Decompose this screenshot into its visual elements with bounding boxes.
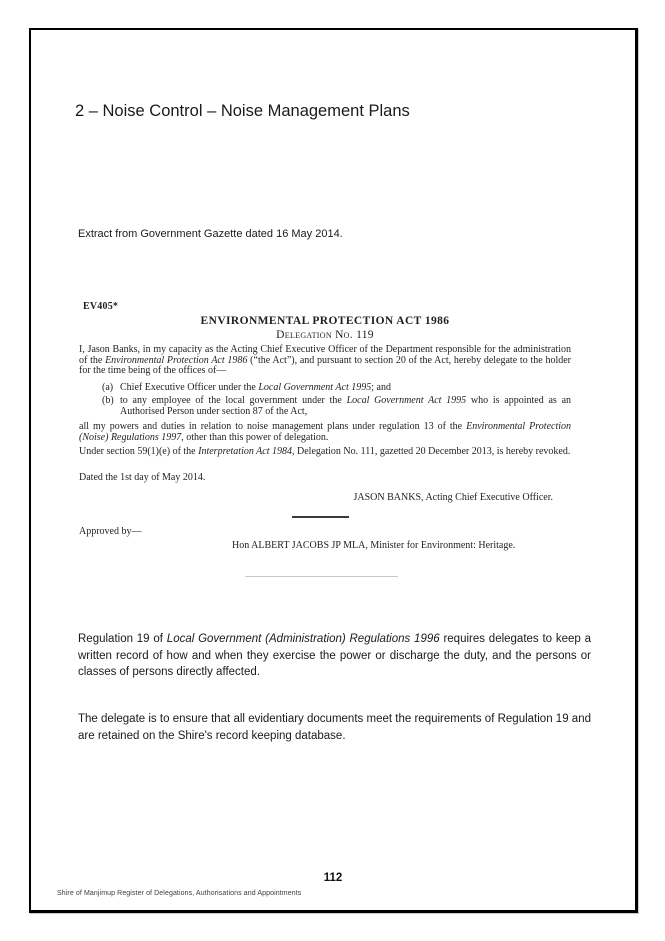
item-a-t2: ; and [371,382,391,393]
preamble-text: I, Jason Banks, in my capacity as the Acting Chief Executive Officer of the Department responsible for the administration of the [79,344,571,366]
item-b-label: (b) [102,395,114,406]
item-b-act-name: Local Government Act 1995 [346,395,467,406]
revocation-t2: , Delegation No. 111, gazetted 20 December 2013, is hereby revoked. [292,446,571,457]
item-a-t1: Chief Executive Officer under the [120,382,259,393]
item-a-text [120,383,571,394]
gazette-minister-line: Hon ALBERT JACOBS JP MLA, Minister for Environment: Heritage. [232,540,516,551]
gazette-dated-line: Dated the 1st day of May 2014. [79,472,206,483]
gazette-revocation-clause [79,447,571,458]
gazette-reference: EV405* [83,301,119,312]
page-number: 112 [323,872,343,884]
gazette-act-heading: ENVIRONMENTAL PROTECTION ACT 1986 [200,315,450,327]
signature-divider-rule [292,516,349,518]
item-b-t2: who is appointed as an Authorised Person under section 87 of the Act, [120,395,572,417]
revocation-t1: Under section 59(1)(e) of the [79,446,199,457]
item-b-t1: to any employee of the local government under the [120,395,347,406]
reg19-t2: requires delegates to keep a written record of how and when they exercise the power or discharge the duty, and the persons or classes of persons directly affected. [78,633,592,678]
reg19-regulations-name: Local Government (Administration) Regulations 1996 [166,633,440,645]
gazette-list-item-b [79,396,571,417]
document-page [29,28,638,913]
gazette-powers-clause [79,422,571,443]
gazette-signature-line: JASON BANKS, Acting Chief Executive Officer. [353,492,553,503]
item-a-label: (a) [102,382,114,393]
gazette-end-rule [245,576,398,577]
page-title: 2 – Noise Control – Noise Management Plans [75,102,410,120]
item-b-text [120,396,571,417]
footer-register-title: Shire of Manjimup Register of Delegations, Authorisations and Appointments [57,890,302,897]
gazette-list-item-a [79,383,571,394]
revocation-act-name: Interpretation Act 1984 [198,446,293,457]
powers-t1: all my powers and duties in relation to noise management plans under regulation 13 of the [79,421,467,432]
gazette-delegation-heading: Delegation No. 119 [276,329,374,341]
powers-regulations-name: Environmental Protection (Noise) Regulations 1997 [79,421,572,443]
preamble-text-cont: (“the Act”), and pursuant to section 20 of the Act, hereby delegate to the holder for the time being of the offices of— [79,354,571,376]
gazette-preamble [79,345,571,377]
item-a-act-name: Local Government Act 1995 [258,382,372,393]
preamble-act-name: Environmental Protection Act 1986 [105,354,248,366]
reg19-t1: Regulation 19 of [78,633,167,645]
delegate-paragraph: The delegate is to ensure that all evidentiary documents meet the requirements of Regulation 19 and are retained on the Shire's record keeping database. [78,713,591,742]
regulation19-paragraph [78,631,591,681]
intro-text: Extract from Government Gazette dated 16 May 2014. [78,228,343,240]
gazette-approved-by: Approved by— [79,526,142,537]
powers-t2: , other than this power of delegation. [181,431,329,443]
